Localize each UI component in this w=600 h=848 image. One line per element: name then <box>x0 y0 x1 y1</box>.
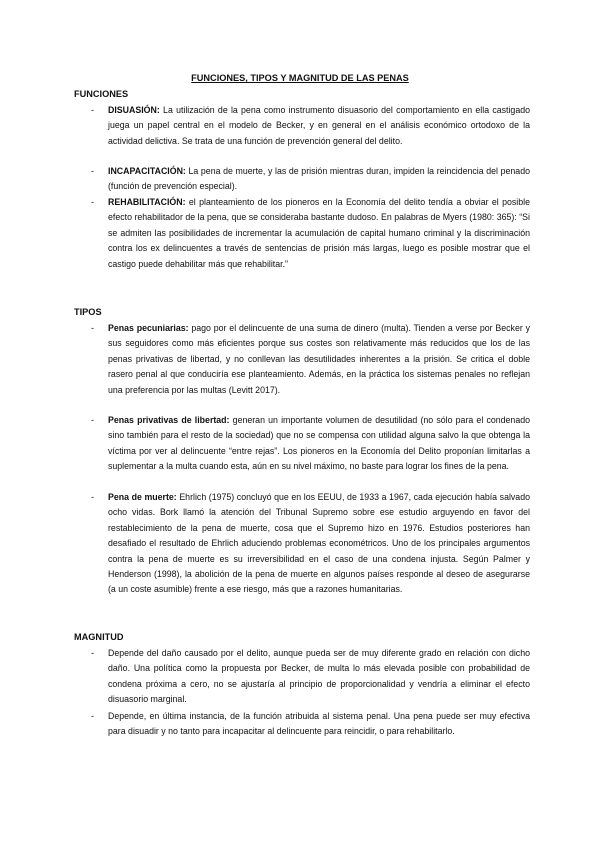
item-text: el planteamiento de los pioneros en la Economía del delito tendía a obviar el posible efecto rehabilitador de la pena, que se consideraba bastante dudoso. En palabras de Myers (1980: 365): “Si se admiten las posibilidades de incrementar la acumulación de capital humano criminal y la discriminación contra los ex delincuentes a través de sentencias de prisión más largas, luego es posible mostrar que el castigo puede dehabilitar más que rehabilitar.” <box>108 197 530 269</box>
item-label: Pena de muerte: <box>108 492 177 502</box>
item-text: La pena de muerte, y las de prisión mientras duran, impiden la reincidencia del penado (función de prevención especial). <box>108 166 530 192</box>
dash-bullet: - <box>91 492 95 502</box>
item-text: pago por el delincuente de una suma de dinero (multa). Tienden a verse por Becker y sus seguidores como más eficientes porque sus costes son relativamente más reducidos que los de las penas privativas de libertad, y no conllevan las desutilidades inherentes a la prisión. Se critica el doble rasero penal al que conduciría ese planteamiento. Además, en la práctica los sistemas penales no reflejan una preferencia por las multas (Levitt 2017). <box>108 323 530 395</box>
paragraph <box>108 164 530 195</box>
paragraph <box>108 709 530 740</box>
list-item <box>92 413 530 475</box>
list-item <box>92 103 530 149</box>
section-heading-funciones: FUNCIONES <box>74 89 129 99</box>
item-label: REHABILITACIÓN: <box>108 197 186 207</box>
paragraph <box>108 413 530 475</box>
item-label: Penas pecuniarias: <box>108 323 189 333</box>
paragraph <box>108 490 530 598</box>
dash-bullet: - <box>91 711 95 721</box>
paragraph <box>108 103 530 149</box>
list-item <box>92 490 530 598</box>
item-text: Depende, en última instancia, de la función atribuida al sistema penal. Una pena puede ser muy efectiva para disuadir y no tanto para incapacitar al delincuente para reincidir, o para rehabilitarlo. <box>108 711 530 737</box>
item-text: Depende del daño causado por el delito, aunque pueda ser de muy diferente grado en relación con dicho daño. Una política como la propuesta por Becker, de multa lo más elevada posible con probabilidad de condena próxima a cero, no se ajustaría al principio de proporcionalidad y vendría a eliminar el efecto disuasorio marginal. <box>108 648 530 705</box>
item-label: Penas privativas de libertad: <box>108 415 230 425</box>
paragraph <box>108 321 530 398</box>
item-label: DISUASIÓN: <box>108 105 160 115</box>
item-label: INCAPACITACIÓN: <box>108 166 186 176</box>
list-item <box>92 646 530 708</box>
list-item <box>92 164 530 195</box>
list-item <box>92 321 530 398</box>
item-text: Ehrlich (1975) concluyó que en los EEUU, de 1933 a 1967, cada ejecución había salvado ocho vidas. Bork llamó la atención del Tribunal Supremo sobre ese estudio arguyendo en favor del restablecimiento de la pena de muerte, cosa que el Supremo hizo en 1976. Estudios posteriores han desafiado el resultado de Ehrlich aduciendo problemas econométricos. Uno de los principales argumentos contra la pena de muerte es su irreversibilidad en el caso de una condena injusta. Según Palmer y Henderson (1998), la abolición de la pena de muerte en algunos países responde al deseo de asegurarse (a un coste asumible) frente a ese riesgo, más que a razones humanitarias. <box>108 492 530 595</box>
dash-bullet: - <box>91 415 95 425</box>
dash-bullet: - <box>91 323 95 333</box>
list-item <box>92 709 530 740</box>
document-title: FUNCIONES, TIPOS Y MAGNITUD DE LAS PENAS <box>191 73 409 83</box>
item-text: generan un importante volumen de desutilidad (no sólo para el condenado sino también para el resto de la sociedad) que no se compensa con utilidad alguna salvo la que obtenga la víctima por ver al delincuente “entre rejas”. Los pioneros en la Economía del Delito proponían limitarlas a suplementar a la multa cuando esta, aún en su nivel máximo, no baste para lograr los fines de la pena. <box>108 415 530 472</box>
dash-bullet: - <box>91 648 95 658</box>
section-heading-tipos: TIPOS <box>74 307 102 317</box>
dash-bullet: - <box>91 197 95 207</box>
paragraph <box>108 646 530 708</box>
dash-bullet: - <box>91 105 95 115</box>
dash-bullet: - <box>91 166 95 176</box>
section-heading-magnitud: MAGNITUD <box>74 632 124 642</box>
list-item <box>92 195 530 272</box>
paragraph <box>108 195 530 272</box>
item-text: La utilización de la pena como instrumento disuasorio del comportamiento en ella castigado juega un papel central en el modelo de Becker, y en general en el análisis económico ortodoxo de la actividad delictiva. Se trata de una función de prevención general del delito. <box>108 105 530 146</box>
